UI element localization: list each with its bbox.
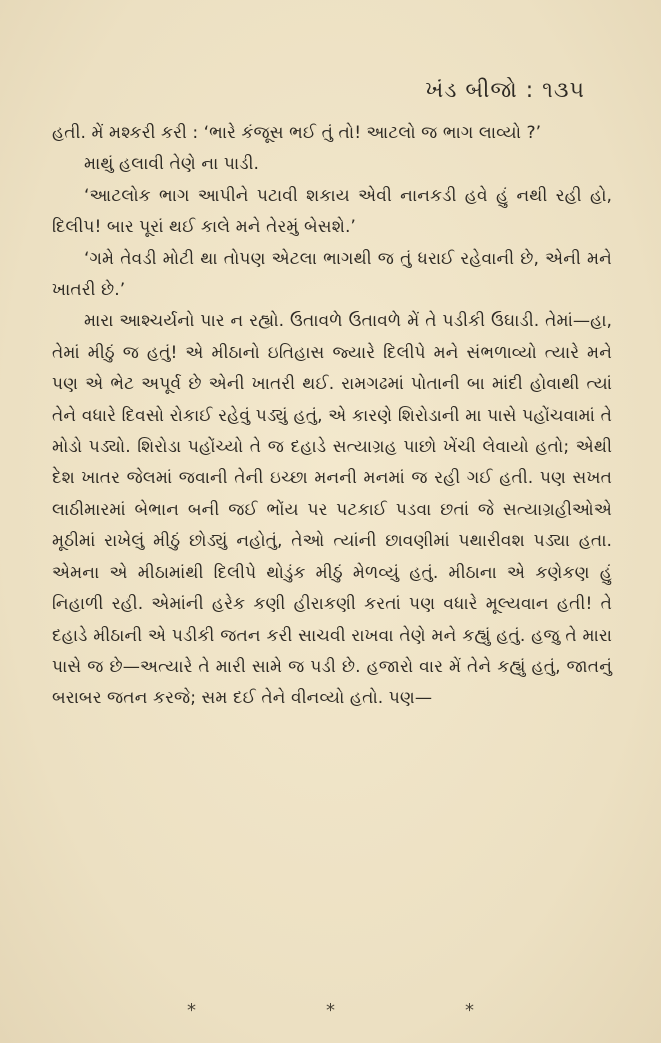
paragraph-2: માથું હલાવી તેણે ના પાડી.: [84, 154, 260, 175]
separator-star-3: *: [465, 1000, 474, 1021]
running-head: ખંડ બીજો : ૧૩૫: [425, 78, 585, 103]
section-separator: [0, 1000, 661, 1021]
paragraph-1: હતી. મેં મશ્કરી કરી : ‘ભારે કંજૂસ ભઈ તું તો! આટલો જ ભાગ લાવ્યો ?’: [52, 123, 542, 143]
paragraph-3: ‘આટલોક ભાગ આપીને પટાવી શકાય એવી નાનકડી હવે હું નથી રહી હો, દિલીપ! બાર પૂરાં થઈ કાલે મને તેરમું બેસશે.’: [52, 185, 612, 238]
paragraph-5: મારા આશ્ચર્યનો પાર ન રહ્યો. ઉતાવળે ઉતાવળે મેં તે પડીકી ઉઘાડી. તેમાં—હા, તેમાં મીઠું જ હતું! એ મીઠાનો ઇતિહાસ જ્યારે દિલીપે મને સંભળાવ્યો ત્યારે મને પણ એ ભેટ અપૂર્વ છે એની ખાતરી થઈ. રામગઢમાં પોતાની બા માંદી હોવાથી ત્યાં તેને વધારે દિવસો રોકાઈ રહેવું પડ્યું હતું, એ કારણે શિરોડાની મા પાસે પહોંચવામાં તે મોડો પડ્યો. શિરોડા પહોંચ્યો તે જ દહાડે સત્યાગ્રહ પાછો ખેંચી લેવાયો હતો; એથી દેશ ખાતર જેલમાં જવાની તેની ઇચ્છા મનની મનમાં જ રહી ગઈ હતી. પણ સખત લાઠીમારમાં બેભાન બની જઈ ભોંય પર પટકાઈ પડવા છતાં જે સત્યાગ્રહીઓએ મૂઠીમાં રાખેલું મીઠું છોડ્યું નહોતું, તેઓ ત્યાંની છાવણીમાં પથારીવશ પડ્યા હતા. એમના એ મીઠામાંથી દિલીપે થોડુંક મીઠું મેળવ્યું હતું. મીઠાના એ કણેકણ હું નિહાળી રહી. એમાંની હરેક કણી હીરાકણી કરતાં પણ વધારે મૂલ્યવાન હતી! તે દહાડે મીઠાની એ પડીકી જતન કરી સાચવી રાખવા તેણે મને કહ્યું હતું. હજુ તે મારા પાસે જ છે—અત્યારે તે મારી સામે જ પડી છે. હજારો વાર મેં તેને કહ્યું હતું, જાતનું બરાબર જતન કરજે; સમ દઈ તેને વીનવ્યો હતો. પણ—: [52, 311, 612, 709]
separator-star-2: *: [326, 1000, 335, 1021]
separator-star-1: *: [187, 1000, 196, 1021]
paragraph-4: ‘ગમે તેવડી મોટી થા તોપણ એટલા ભાગથી જ તું ધરાઈ રહેવાની છે, એની મને ખાતરી છે.’: [52, 248, 612, 301]
body-text: [52, 118, 612, 715]
